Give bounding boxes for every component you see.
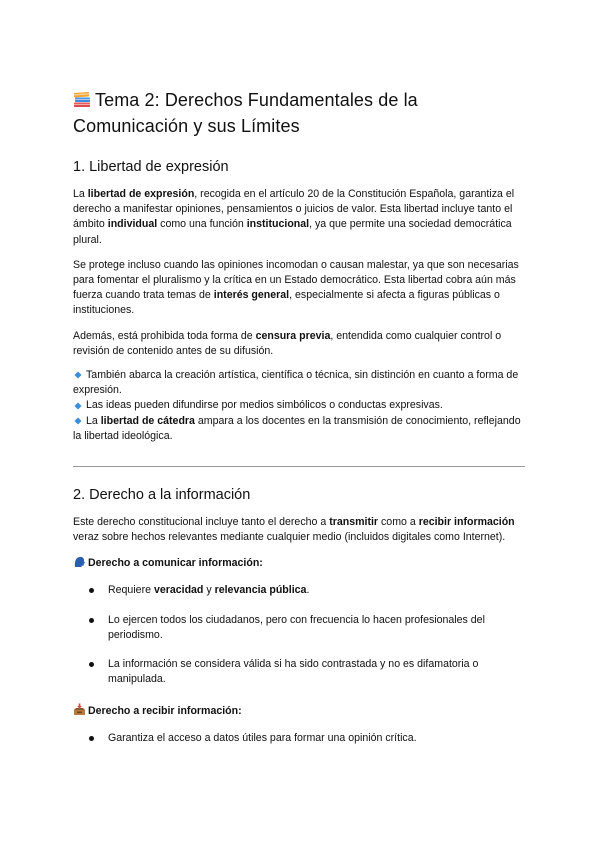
bullet-icon: [89, 588, 94, 593]
bullet-list: [73, 731, 525, 746]
section-heading: 2. Derecho a la información: [73, 487, 251, 504]
diamond-icon: [73, 414, 86, 429]
list-item: La libertad de cátedra ampara a los docentes en la transmisión de conocimiento, reflejando la libertad ideológica.: [73, 414, 521, 442]
document-body: [73, 88, 525, 747]
subheading-recibir: Derecho a recibir información:: [73, 703, 525, 721]
bullet-list: [73, 583, 525, 687]
page-title: [73, 88, 525, 138]
list-item: Lo ejercen todos los ciudadanos, pero con frecuencia lo hacen profesionales del periodismo.: [73, 613, 525, 643]
books-icon: [73, 90, 95, 114]
paragraph: Se protege incluso cuando las opiniones incomodan o causan malestar, ya que son necesarias para fomentar el pluralismo y la crítica en un Estado democrático. Esta libertad cobra aún más fuerza cuando trata temas de interés general, especialmente si afecta a figuras públicas o instituciones.: [73, 258, 519, 317]
speaking-head-icon: [73, 555, 88, 573]
diamond-icon: [73, 398, 86, 413]
bullet-icon: [89, 662, 94, 667]
bullet-icon: [89, 736, 94, 741]
diamond-icon: [73, 368, 86, 383]
list-item: También abarca la creación artística, científica o técnica, sin distinción en cuanto a forma de expresión.: [73, 369, 519, 397]
subheading-comunicar: Derecho a comunicar información:: [73, 555, 525, 573]
list-item: Requiere veracidad y relevancia pública.: [73, 583, 525, 598]
paragraph: Este derecho constitucional incluye tanto el derecho a transmitir como a recibir información veraz sobre hechos relevantes mediante cualquier medio (incluidos digitales como Internet).: [73, 516, 515, 544]
section-libertad-expresion: [73, 158, 525, 444]
paragraph: Además, está prohibida toda forma de censura previa, entendida como cualquier control o revisión de contenido antes de su difusión.: [73, 329, 502, 357]
horizontal-divider: [73, 466, 525, 467]
diamond-list: [73, 368, 525, 444]
paragraph: La libertad de expresión, recogida en el artículo 20 de la Constitución Española, garantiza el derecho a manifestar opiniones, pensamientos o juicios de valor. Esta libertad incluye tanto el ámbito individual como una función institucional, ya que permite una sociedad democrática plural.: [73, 188, 515, 246]
title-line-2: Comunicación y sus Límites: [73, 116, 300, 136]
title-line-1: Tema 2: Derechos Fundamentales de la: [95, 90, 418, 110]
list-item: La información se considera válida si ha sido contrastada y no es difamatoria o manipulada.: [73, 657, 525, 687]
bullet-icon: [89, 618, 94, 623]
section-derecho-informacion: [73, 486, 525, 747]
list-item: Las ideas pueden difundirse por medios simbólicos o conductas expresivas.: [73, 398, 525, 413]
list-item: Garantiza el acceso a datos útiles para formar una opinión crítica.: [73, 731, 525, 746]
inbox-tray-icon: [73, 703, 88, 721]
section-heading: 1. Libertad de expresión: [73, 159, 229, 175]
